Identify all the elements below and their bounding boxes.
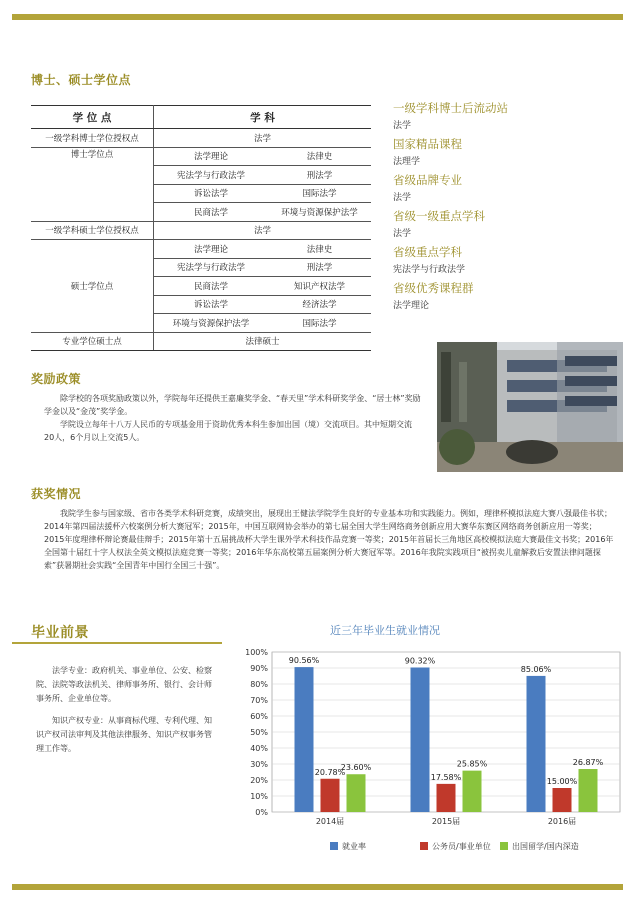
table-row: 博士学位点 法学理论 法律史 [31,147,371,166]
legend-label: 公务员/事业单位 [432,842,491,851]
table-row: 环境与资源保护法学 国际法学 [172,318,337,329]
data-label: 25.85% [456,759,488,769]
y-tick-label: 10% [250,792,268,801]
bar [295,667,314,812]
career-divider [12,642,222,644]
y-tick-label: 80% [250,680,268,689]
bar [347,774,366,812]
y-tick-label: 100% [245,648,268,657]
legend-swatch [500,842,508,850]
x-tick-label: 2016届 [547,817,577,826]
honor-value: 法理学 [393,157,421,167]
y-tick-label: 50% [250,728,268,737]
legend-swatch [330,842,338,850]
building-photo [437,342,623,472]
data-label: 20.78% [314,767,346,777]
honor-value: 法学理论 [393,301,430,311]
career-title: 毕业前景 [31,625,89,641]
table-row: 一级学科硕士学位授权点 法学 [31,221,371,240]
table-row: 民商法学 知识产权法学 [31,277,371,296]
data-label: 85.06% [520,664,552,674]
table-row: 民商法学 环境与资源保护法学 [193,207,358,218]
legend-swatch [420,842,428,850]
table-row: 诉讼法学 经济法学 [31,295,371,314]
honor-value: 法学 [393,121,412,131]
bar [437,784,456,812]
bar [411,667,430,812]
chart-title: 近三年毕业生就业情况 [330,624,440,637]
y-tick-label: 70% [250,696,268,705]
table-row: 宪法学与行政法学 刑法学 [31,258,371,277]
honor-heading: 省级品牌专业 [393,173,462,187]
data-label: 15.00% [546,777,578,786]
table-row: 宪法学与行政法学 刑法学 [31,166,371,185]
awards-text: 我院学生参与国家级、省市各类学术科研竞赛，成绩突出，展现出王健法学院学生良好的专业基本功和实践能力。例如，理律杯模拟法庭大赛八强最佳书状；2014年第四届法援杯六校案例分析大赛冠军；2015年，中国互联网协会举办的第七届全国大学生网络商务创新应用大赛华东赛区网络商务创新应用一等奖；2015年度理律杯辩论赛最佳辩手；2015年第十五届挑战杯大学生课外学术科技作品竞赛一等奖；2015年首届长三角地区高校模拟法庭大赛最佳文书奖；2016年全国第十届红十字人权法全英文模拟法庭竞赛一等奖；2016年华东高校第五届案例分析大赛冠军等。2016年我院实践项目“被拐卖儿童解救后安置法律问题探索”获暑期社会实践“全国青年中国行全国三十强”。 [44,509,614,570]
x-tick-label: 2015届 [431,817,461,826]
y-tick-label: 0% [255,808,268,817]
data-label: 23.60% [340,763,372,773]
header-subject: 学 科 [154,106,372,129]
y-tick-label: 60% [250,712,268,721]
table-row: 一级学科博士学位授权点 法学 [31,129,371,148]
y-tick-label: 20% [250,776,268,785]
honor-heading: 省级重点学科 [393,245,462,259]
data-label: 26.87% [572,758,604,768]
bar [321,779,340,812]
y-tick-label: 30% [250,760,268,769]
table-row: 专业学位硕士点 法律硕士 [31,332,371,351]
degree-table [31,105,371,351]
honors-list [393,97,623,313]
scholarship-text: 除学校的各项奖励政策以外，学院每年还提供王嘉廉奖学金、“春天里”学术科研奖学金、“居士林”奖励学金以及“金茂”奖学金。 学院设立每年十八万人民币的专项基金用于资助优秀本科生参加出国（境）交流项目。其中短期交流20人，6个月以上交流5人。 [44,394,421,442]
honor-heading: 省级优秀课程群 [393,281,474,295]
table-row: 诉讼法学 国际法学 [31,184,371,203]
honor-heading: 国家精品课程 [393,137,462,151]
legend-label: 就业率 [342,842,366,851]
top-rule [12,14,623,20]
honor-value: 法学 [393,229,412,239]
honor-value: 法学 [393,193,412,203]
career-text: 法学专业：政府机关、事业单位、公安、检察院、法院等政法机关、律师事务所、银行、会计师事务所、企业单位等。 知识产权专业：从事商标代理、专利代理、知识产权司法审判及其他法律服务、知识产权事务管理工作等。 [36,666,212,753]
bottom-rule [12,884,623,890]
y-tick-label: 90% [250,664,268,673]
data-label: 90.56% [288,656,320,666]
bar [579,769,598,812]
bar [527,676,546,812]
honor-value: 宪法学与行政法学 [393,265,466,275]
y-tick-label: 40% [250,744,268,753]
legend-label: 出国留学/国内深造 [512,842,579,851]
bar [553,788,572,812]
table-row: 硕士学位点 法学理论 法律史 [31,240,371,259]
honor-heading: 省级一级重点学科 [393,209,485,223]
bar [463,771,482,812]
honor-heading: 一级学科博士后流动站 [393,101,508,115]
employment-chart [230,640,625,860]
degrees-title: 博士、硕士学位点 [31,73,132,87]
table-header [31,106,371,129]
scholarship-title: 奖励政策 [31,372,82,386]
awards-title: 获奖情况 [31,487,82,501]
x-tick-label: 2014届 [315,817,345,826]
data-label: 90.32% [404,656,436,666]
data-label: 17.58% [430,772,462,782]
header-point: 学 位 点 [31,106,154,129]
